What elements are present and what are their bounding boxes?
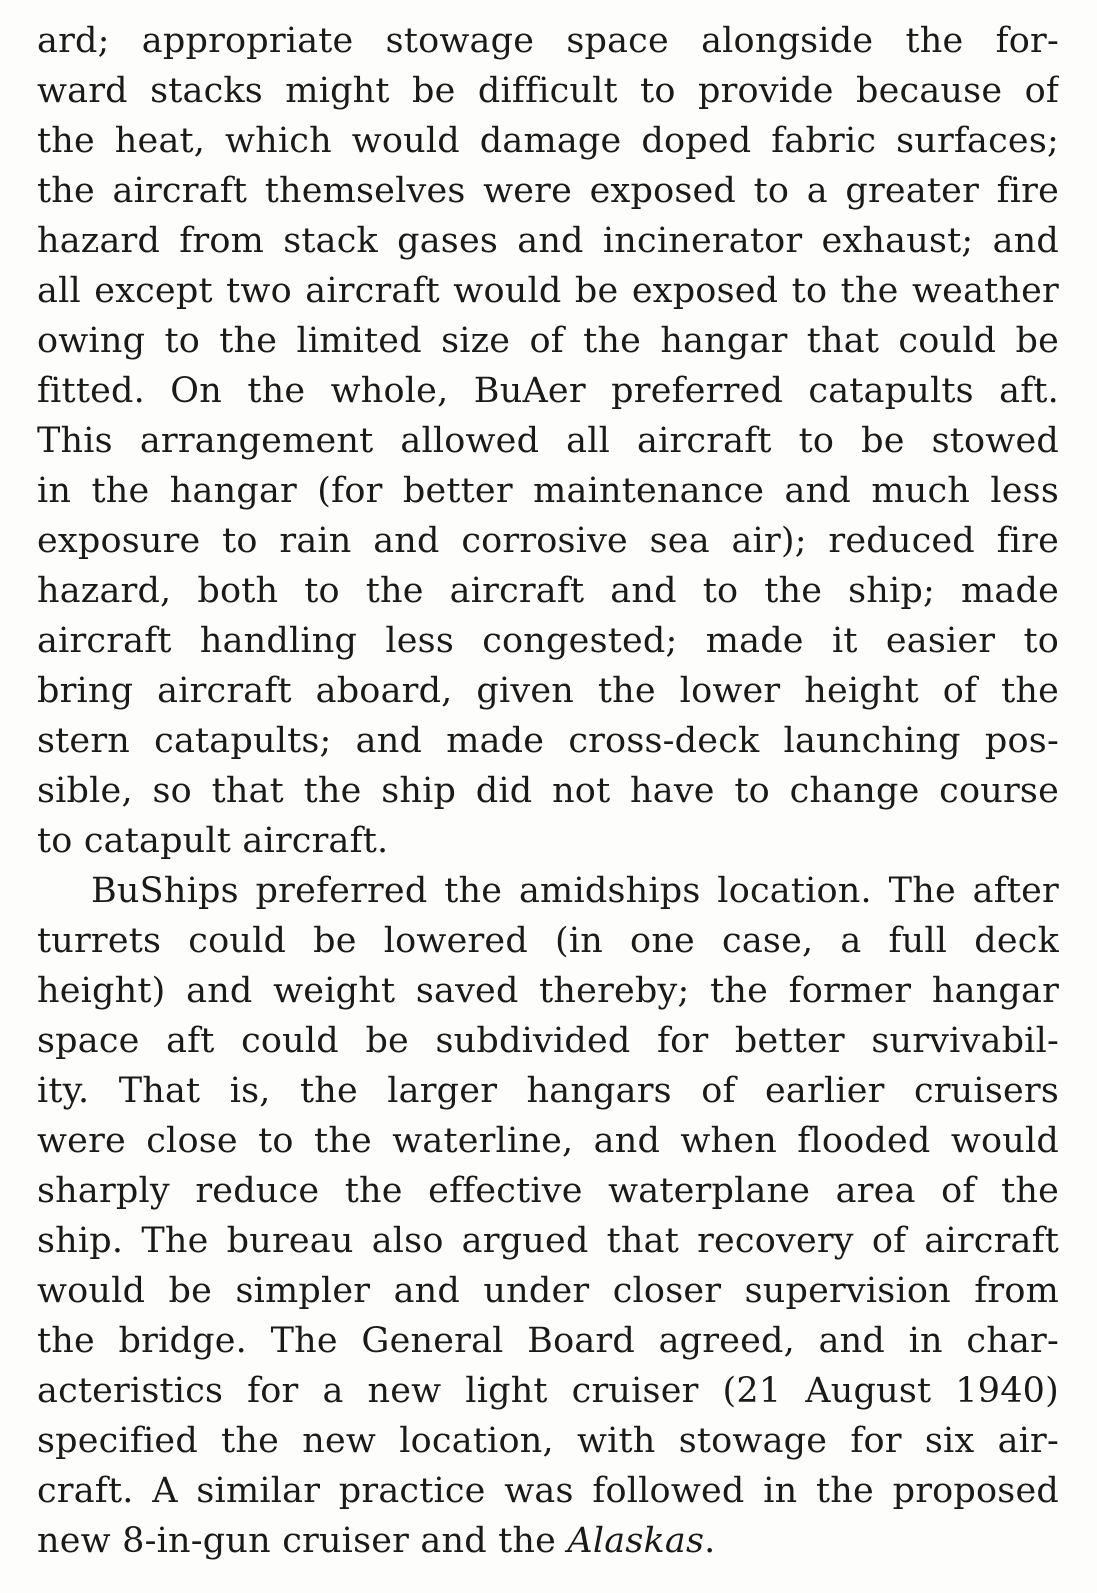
text-line: aircraft handling less congested; made it easier to: [37, 621, 1059, 661]
text-line: hazard from stack gases and incinerator exhaust; and: [37, 221, 1059, 261]
text-line: ward stacks might be difficult to provide because of: [37, 71, 1059, 111]
text-line: craft. A similar practice was followed in the proposed: [37, 1471, 1059, 1511]
text-line: sharply reduce the effective waterplane area of the: [37, 1171, 1059, 1211]
text-line: This arrangement allowed all aircraft to be stowed: [37, 421, 1059, 461]
text-line: bring aircraft aboard, given the lower height of the: [37, 671, 1059, 711]
paragraph-2: [37, 866, 1059, 1566]
text-line: the aircraft themselves were exposed to a greater fire: [37, 171, 1059, 211]
text-line: to catapult aircraft.: [37, 821, 389, 861]
text-line: exposure to rain and corrosive sea air); reduced fire: [37, 521, 1059, 561]
body-text: [37, 16, 1059, 1566]
final-line-suffix: .: [704, 1521, 716, 1561]
text-line: ard; appropriate stowage space alongside the for-: [37, 21, 1059, 61]
text-line: were close to the waterline, and when flooded would: [37, 1121, 1059, 1161]
text-line: space aft could be subdivided for better survivabil-: [37, 1021, 1059, 1061]
text-line: acteristics for a new light cruiser (21 August 1940): [37, 1371, 1059, 1411]
text-line: the bridge. The General Board agreed, and in char-: [37, 1321, 1059, 1361]
text-line: in the hangar (for better maintenance and much less: [37, 471, 1059, 511]
text-line: ity. That is, the larger hangars of earlier cruisers: [37, 1071, 1059, 1111]
final-text-line: [37, 1516, 1059, 1566]
text-line: owing to the limited size of the hangar that could be: [37, 321, 1059, 361]
text-line: ship. The bureau also argued that recovery of aircraft: [37, 1221, 1059, 1261]
text-line: sible, so that the ship did not have to change course: [37, 771, 1059, 811]
final-line-prefix: new 8-in-gun cruiser and the: [37, 1521, 568, 1561]
text-line: height) and weight saved thereby; the former hangar: [37, 971, 1059, 1011]
ship-class-italic: Alaskas: [567, 1521, 705, 1561]
text-line: would be simpler and under closer supervision from: [37, 1271, 1059, 1311]
text-line: specified the new location, with stowage for six air-: [37, 1421, 1059, 1461]
text-line: BuShips preferred the amidships location. The after: [91, 871, 1059, 911]
text-line: turrets could be lowered (in one case, a full deck: [37, 921, 1059, 961]
paragraph-1: [37, 16, 1059, 866]
text-line: the heat, which would damage doped fabric surfaces;: [37, 121, 1059, 161]
text-line: stern catapults; and made cross-deck launching pos-: [37, 721, 1059, 761]
text-line: all except two aircraft would be exposed to the weather: [37, 271, 1059, 311]
text-line: fitted. On the whole, BuAer preferred catapults aft.: [37, 371, 1059, 411]
text-line: hazard, both to the aircraft and to the ship; made: [37, 571, 1059, 611]
